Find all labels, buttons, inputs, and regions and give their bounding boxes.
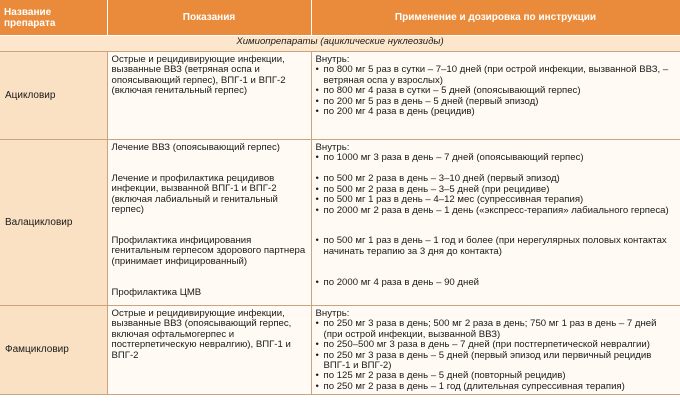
- dose-list: [316, 153, 677, 174]
- table-row: [0, 306, 680, 395]
- indication-text: Профилактика ЦМВ: [111, 287, 202, 298]
- dose-intro: Внутрь:: [315, 142, 350, 153]
- table-row: [0, 52, 680, 140]
- dose-list: [316, 319, 677, 392]
- indication-text: Профилактика инфицирования генитальным герпесом здорового партнера (принимает инфицированный): [111, 235, 306, 267]
- dose-item: • по 250–500 мг 3 раза в день – 7 дней (при постгерпетической невралгии): [316, 340, 677, 350]
- drug-name: Фамцикловир: [0, 306, 107, 395]
- drug-dosage: [311, 52, 680, 140]
- dose-intro: Внутрь:: [315, 308, 350, 319]
- group-label: Химиопрепараты (ациклические нуклеозиды): [0, 36, 680, 52]
- drug-dosage: [311, 306, 680, 395]
- dose-item: • по 250 мг 3 раза в день; 500 мг 2 раза в день; 750 мг 1 раз в день – 7 дней (при острой инфекции, вызванной ВВЗ): [316, 319, 677, 340]
- dose-intro: Внутрь:: [315, 54, 350, 65]
- dose-item: • по 200 мг 4 раза в день (рецидив): [316, 107, 677, 117]
- dose-item: • по 800 мг 5 раз в сутки – 7–10 дней (при острой инфекции, вызванной ВВЗ, – ветряная оспа у взрослых): [316, 65, 677, 86]
- indication-text: Острые и рецидивирующие инфекции, вызванные ВВЗ (опоясывающий герпес, включая офтальмогерпес и постгерпетическую невралгию), ВПГ-1 и ВПГ-2: [111, 308, 292, 361]
- group-row: [0, 36, 680, 52]
- dose-item: • по 125 мг 2 раза в день – 5 дней (повторный рецидив): [316, 371, 677, 381]
- header-row: [0, 0, 680, 36]
- drug-name: Валацикловир: [0, 140, 107, 306]
- dose-item: • по 1000 мг 3 раза в день – 7 дней (опоясывающий герпес): [316, 153, 677, 163]
- dose-list: [316, 174, 677, 236]
- indication-text: Лечение и профилактика рецидивов инфекции, вызванной ВПГ-1 и ВПГ-2 (включая лабиальный и генитальный герпес): [111, 173, 278, 216]
- dose-item: • по 2000 мг 2 раза в день – 1 день («экспресс-терапия» лабиального герпеса): [316, 206, 677, 216]
- dose-item: • по 250 мг 3 раза в день – 5 дней (первый эпизод или первичный рецидив ВПГ-1 и ВПГ-2): [316, 351, 677, 372]
- indication-text: Острые и рецидивирующие инфекции, вызванные ВВЗ (ветряная оспа и опоясывающий герпес), ВПГ-1 и ВПГ-2 (включая генитальный герпес): [111, 54, 286, 97]
- header-name: Название препарата: [0, 0, 107, 36]
- dose-item: • по 2000 мг 4 раза в день – 90 дней: [316, 278, 677, 288]
- header-dosage: Применение и дозировка по инструкции: [311, 0, 680, 36]
- dose-item: • по 500 мг 2 раза в день – 3–10 дней (первый эпизод): [316, 174, 677, 184]
- dose-list: [316, 278, 677, 288]
- dose-item: • по 200 мг 5 раз в день – 5 дней (первый эпизод): [316, 97, 677, 107]
- drug-name: Ацикловир: [0, 52, 107, 140]
- header-indications: Показания: [107, 0, 311, 36]
- dose-item: • по 250 мг 2 раза в день – 1 год (длительная супрессивная терапия): [316, 382, 677, 392]
- dose-item: • по 500 мг 1 раз в день – 1 год и более (при нерегулярных половых контактах начинать терапию за 3 дня до контакта): [316, 236, 677, 257]
- dose-list: [316, 65, 677, 117]
- dose-item: • по 500 мг 1 раз в день – 4–12 мес (супрессивная терапия): [316, 195, 677, 205]
- drug-indications: [107, 140, 311, 306]
- table-row: [0, 140, 680, 306]
- drug-dosage: [311, 140, 680, 306]
- dose-list: [316, 236, 677, 278]
- drug-indications: [107, 52, 311, 140]
- indication-text: Лечение ВВЗ (опоясывающий герпес): [111, 142, 280, 153]
- dose-item: • по 800 мг 4 раза в сутки – 5 дней (опоясывающий герпес): [316, 86, 677, 96]
- drug-indications: [107, 306, 311, 395]
- dose-item: • по 500 мг 2 раза в день – 3–5 дней (при рецидиве): [316, 185, 677, 195]
